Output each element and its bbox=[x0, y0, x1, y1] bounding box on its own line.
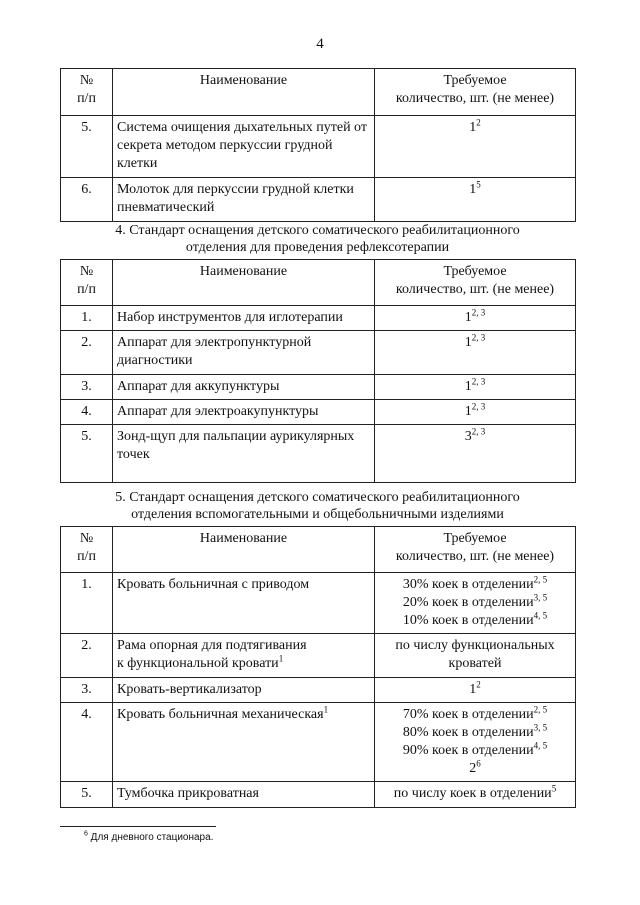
table-row bbox=[61, 400, 576, 425]
row-number: 3. bbox=[61, 678, 113, 703]
table-header-row bbox=[61, 69, 576, 116]
row-number: 5. bbox=[61, 425, 113, 483]
row-quantity: по числу коек в отделении$^5$ bbox=[375, 782, 576, 808]
table-row bbox=[61, 375, 576, 400]
header-number: № п/п bbox=[61, 69, 113, 116]
table-row bbox=[61, 306, 576, 331]
row-quantity: $1^2$ bbox=[375, 678, 576, 703]
table-row bbox=[61, 782, 576, 808]
row-quantity: 1$^{2, 3}$ bbox=[375, 331, 576, 375]
row-quantity: 70% коек в отделении$^{2, 5}$ 80% коек в отделении$^{3, 5}$ 90% коек в отделении$^{4, 5}$ $2^6$ bbox=[375, 703, 576, 782]
table-header-row bbox=[61, 527, 576, 573]
table-row bbox=[61, 634, 576, 678]
row-quantity: по числу функциональных кроватей bbox=[375, 634, 576, 678]
section-5-title: 5. Стандарт оснащения детского соматического реабилитационного отделения вспомогательными и общебольничными изделиями bbox=[115, 490, 520, 522]
row-quantity: 3$^{2, 3}$ bbox=[375, 425, 576, 483]
page-number: 4 bbox=[316, 36, 324, 52]
footnote-divider bbox=[60, 826, 216, 827]
row-name: Тумбочка прикроватная bbox=[113, 782, 375, 808]
row-number: 1. bbox=[61, 573, 113, 634]
table-row bbox=[61, 678, 576, 703]
header-number: № п/п bbox=[61, 260, 113, 306]
table-row bbox=[61, 703, 576, 782]
row-number: 5. bbox=[61, 116, 113, 178]
row-number: 4. bbox=[61, 703, 113, 782]
row-name: Аппарат для электропунктурной диагностики bbox=[113, 331, 375, 375]
row-number: 6. bbox=[61, 178, 113, 222]
row-name: Кровать больничная с приводом bbox=[113, 573, 375, 634]
header-name: Наименование bbox=[113, 260, 375, 306]
row-name: Система очищения дыхательных путей от секрета методом перкуссии грудной клетки bbox=[113, 116, 375, 178]
table-row bbox=[61, 178, 576, 222]
row-quantity: 1$^{2, 3}$ bbox=[375, 306, 576, 331]
table-row bbox=[61, 573, 576, 634]
row-number: 3. bbox=[61, 375, 113, 400]
row-name: Зонд-щуп для пальпации аурикулярных точек bbox=[113, 425, 375, 483]
row-quantity: 30% коек в отделении$^{2, 5}$ 20% коек в отделении$^{3, 5}$ 10% коек в отделении$^{4, 5}$ bbox=[375, 573, 576, 634]
row-name: Молоток для перкуссии грудной клетки пневматический bbox=[113, 178, 375, 222]
row-number: 1. bbox=[61, 306, 113, 331]
table-row bbox=[61, 116, 576, 178]
table-row bbox=[61, 331, 576, 375]
header-name: Наименование bbox=[113, 69, 375, 116]
header-quantity: Требуемое количество, шт. (не менее) bbox=[375, 260, 576, 306]
row-quantity: 1$^{2, 3}$ bbox=[375, 375, 576, 400]
header-quantity: Требуемое количество, шт. (не менее) bbox=[375, 527, 576, 573]
row-quantity: 1$^{2, 3}$ bbox=[375, 400, 576, 425]
reflexotherapy-table bbox=[60, 259, 576, 483]
row-number: 2. bbox=[61, 331, 113, 375]
auxiliary-equipment-table bbox=[60, 526, 576, 808]
row-name: Кровать-вертикализатор bbox=[113, 678, 375, 703]
row-name: Аппарат для электроакупунктуры bbox=[113, 400, 375, 425]
row-name: Набор инструментов для иглотерапии bbox=[113, 306, 375, 331]
row-number: 4. bbox=[61, 400, 113, 425]
equipment-table-continued bbox=[60, 68, 576, 222]
row-quantity: $1^5$ bbox=[375, 178, 576, 222]
table-header-row bbox=[61, 260, 576, 306]
row-quantity: $1^2$ bbox=[375, 116, 576, 178]
row-number: 5. bbox=[61, 782, 113, 808]
section-4-title: 4. Стандарт оснащения детского соматического реабилитационного отделения для проведения рефлексотерапии bbox=[115, 223, 520, 255]
table-row bbox=[61, 425, 576, 483]
row-name: Рама опорная для подтягивания к функциональной кровати$^1$ bbox=[113, 634, 375, 678]
row-name: Кровать больничная механическая$^1$ bbox=[113, 703, 375, 782]
header-number: № п/п bbox=[61, 527, 113, 573]
header-name: Наименование bbox=[113, 527, 375, 573]
row-number: 2. bbox=[61, 634, 113, 678]
footnote: $^6$ Для дневного стационара. bbox=[84, 830, 214, 843]
header-quantity: Требуемое количество, шт. (не менее) bbox=[375, 69, 576, 116]
row-name: Аппарат для аккупунктуры bbox=[113, 375, 375, 400]
